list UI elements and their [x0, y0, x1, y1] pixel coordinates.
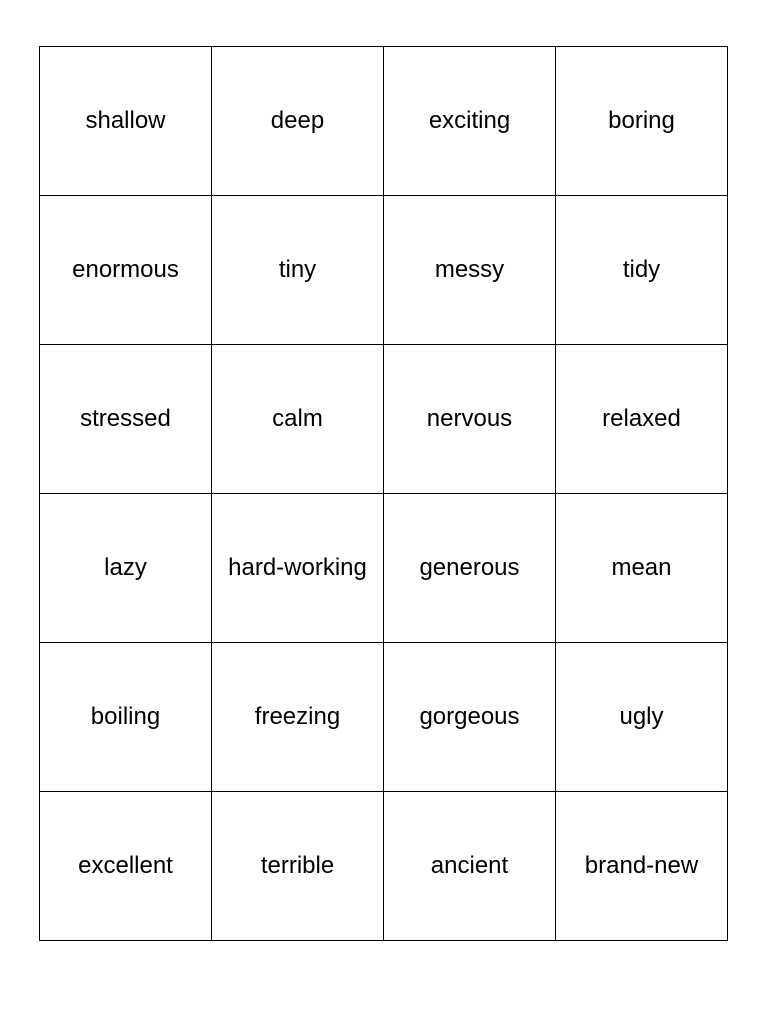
word-card: enormous [40, 196, 212, 345]
word-card: nervous [384, 345, 556, 494]
word-card: brand-new [556, 792, 728, 941]
word-card: shallow [40, 47, 212, 196]
word-card: boiling [40, 643, 212, 792]
card-row [40, 345, 728, 494]
word-card: gorgeous [384, 643, 556, 792]
card-row [40, 47, 728, 196]
card-row [40, 643, 728, 792]
card-row [40, 196, 728, 345]
word-card: calm [212, 345, 384, 494]
word-card: messy [384, 196, 556, 345]
word-card: hard-working [212, 494, 384, 643]
card-row [40, 792, 728, 941]
word-card: tiny [212, 196, 384, 345]
word-card: freezing [212, 643, 384, 792]
word-card: relaxed [556, 345, 728, 494]
word-card: boring [556, 47, 728, 196]
word-card: lazy [40, 494, 212, 643]
word-card: excellent [40, 792, 212, 941]
word-card: ugly [556, 643, 728, 792]
word-card: exciting [384, 47, 556, 196]
word-card-grid [39, 46, 728, 941]
word-card: terrible [212, 792, 384, 941]
word-card: deep [212, 47, 384, 196]
word-card: tidy [556, 196, 728, 345]
word-card: generous [384, 494, 556, 643]
card-row [40, 494, 728, 643]
word-card: mean [556, 494, 728, 643]
word-card: ancient [384, 792, 556, 941]
word-card: stressed [40, 345, 212, 494]
